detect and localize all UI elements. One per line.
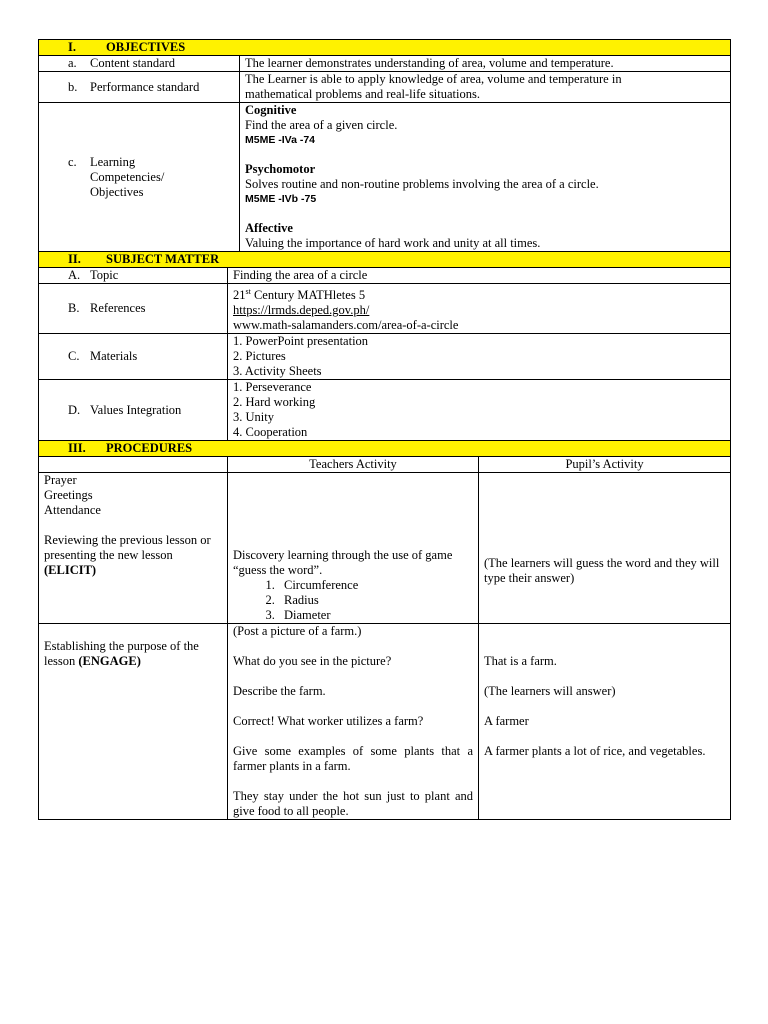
row-number: D. — [68, 402, 81, 417]
psychomotor-title: Psychomotor — [245, 162, 316, 176]
cognitive-title: Cognitive — [245, 103, 297, 117]
section-number: III. — [68, 441, 86, 456]
subject-matter-table — [38, 267, 731, 441]
row-value-line: The Learner is able to apply knowledge of area, volume and temperature in — [245, 72, 622, 86]
reference-book-title: Century MATHletes 5 — [250, 288, 366, 303]
affective-text: Valuing the importance of hard work and unity at all times. — [245, 236, 541, 250]
engage-teacher-line: What do you see in the picture? — [233, 654, 392, 669]
section-header-objectives — [39, 40, 731, 56]
row-label: Values Integration — [90, 402, 182, 417]
engage-teacher-line: Correct! What worker utilizes a farm? — [233, 714, 424, 729]
row-number: a. — [68, 56, 77, 70]
engage-pupil-line: (The learners will answer) — [484, 684, 616, 699]
row-materials — [39, 334, 731, 380]
engage-pupil-line: A farmer — [484, 714, 529, 729]
affective-title: Affective — [245, 221, 293, 235]
elicit-description-text: Reviewing the previous lesson or presenting the new lesson — [44, 533, 211, 563]
elicit-prayer: Prayer — [44, 473, 77, 488]
column-header-teacher: Teachers Activity — [228, 457, 479, 473]
section-number: I. — [68, 40, 76, 54]
list-item: 1. Circumference — [278, 578, 473, 593]
cognitive-code: M5ME -IVa -74 — [245, 134, 316, 146]
section-title: PROCEDURES — [106, 441, 193, 456]
reference-book-number: 21 — [233, 288, 246, 303]
row-label: Materials — [90, 349, 138, 364]
row-label-line: Objectives — [90, 184, 144, 199]
row-content-standard — [39, 56, 731, 72]
elicit-description — [44, 533, 222, 578]
row-values-integration — [39, 380, 731, 441]
row-number: b. — [68, 79, 78, 94]
engage-teacher-line: Give some examples of some plants that a farmer plants in a farm. — [233, 744, 473, 774]
psychomotor-code: M5ME -IVb -75 — [245, 193, 317, 205]
cognitive-text: Find the area of a given circle. — [245, 118, 398, 132]
row-number: c. — [68, 154, 77, 169]
engage-pupil-line: A farmer plants a lot of rice, and vegetables. — [484, 744, 706, 759]
row-performance-standard — [39, 72, 731, 103]
reference-link[interactable]: www.math-salamanders.com/area-of-a-circle — [233, 318, 459, 333]
reference-link[interactable]: https://lrmds.deped.gov.ph/ — [233, 303, 370, 318]
row-number: C. — [68, 349, 80, 364]
engage-phase-label: (ENGAGE) — [78, 654, 141, 669]
row-label: Performance standard — [90, 79, 200, 94]
list-item: 1. PowerPoint presentation — [233, 334, 369, 349]
psychomotor-text: Solves routine and non-routine problems involving the area of a circle. — [245, 177, 599, 191]
section-title: OBJECTIVES — [106, 40, 186, 54]
list-item: 4. Cooperation — [233, 425, 308, 440]
list-item: 3. Activity Sheets — [233, 364, 322, 379]
procedures-table — [38, 440, 731, 820]
row-topic — [39, 268, 731, 284]
list-item: 3. Unity — [233, 410, 274, 425]
row-engage — [39, 624, 731, 820]
list-item: 3. Diameter — [278, 608, 473, 623]
procedures-column-headers — [39, 457, 731, 473]
row-number: B. — [68, 301, 80, 316]
row-label: References — [90, 301, 146, 316]
engage-teacher-line: They stay under the hot sun just to plant and give food to all people. — [233, 789, 473, 819]
section-header-procedures — [39, 441, 731, 457]
row-elicit — [39, 473, 731, 624]
objectives-table — [38, 39, 731, 268]
elicit-attendance: Attendance — [44, 503, 101, 518]
section-number: II. — [68, 252, 81, 266]
reference-book — [233, 284, 725, 303]
row-value: The learner demonstrates understanding of area, volume and temperature. — [240, 56, 731, 72]
row-competencies — [39, 103, 731, 252]
row-value-line: mathematical problems and real-life situations. — [245, 87, 480, 101]
row-label-line: Competencies/ — [90, 169, 165, 184]
list-item: 2. Hard working — [233, 395, 316, 410]
elicit-teacher-activity: Discovery learning through the use of game “guess the word”. — [233, 548, 453, 578]
lesson-plan-document — [38, 39, 730, 820]
row-label: Content standard — [90, 56, 176, 70]
row-value: Finding the area of a circle — [228, 268, 731, 284]
row-label-line: Learning — [90, 154, 136, 169]
row-number: A. — [68, 268, 81, 282]
elicit-phase-label: (ELICIT) — [44, 563, 97, 578]
row-references — [39, 284, 731, 334]
guess-word-list — [233, 578, 473, 623]
engage-teacher-line: Describe the farm. — [233, 684, 326, 699]
elicit-greetings: Greetings — [44, 488, 93, 503]
engage-pupil-line: That is a farm. — [484, 654, 557, 669]
engage-description-text: Establishing the purpose of the lesson — [44, 639, 199, 669]
elicit-pupil-activity: (The learners will guess the word and they will type their answer) — [484, 555, 720, 585]
column-header-pupil: Pupil’s Activity — [479, 457, 731, 473]
reference-book-suffix: st — [245, 287, 251, 296]
engage-teacher-line: (Post a picture of a farm.) — [233, 624, 362, 639]
list-item: 1. Perseverance — [233, 380, 312, 395]
list-item: 2. Pictures — [233, 349, 286, 364]
section-header-subject-matter — [39, 252, 731, 268]
row-label: Topic — [90, 268, 119, 282]
section-title: SUBJECT MATTER — [106, 252, 220, 266]
engage-description — [44, 639, 222, 669]
list-item: 2. Radius — [278, 593, 473, 608]
